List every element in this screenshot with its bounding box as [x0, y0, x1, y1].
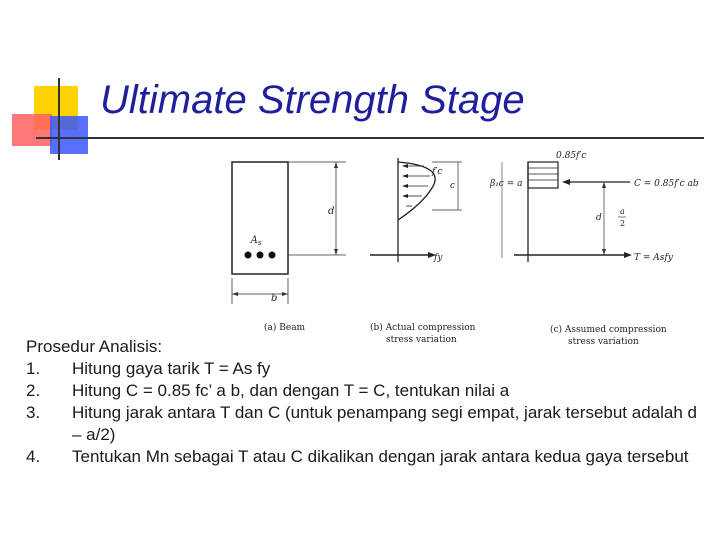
procedure-step	[26, 402, 706, 446]
a-half-num: a	[620, 207, 625, 216]
step-text: Hitung jarak antara T dan C (untuk penampang segi empat, jarak tersebut adalah d – a/2)	[72, 403, 697, 444]
caption-c-line2: stress variation	[568, 337, 639, 347]
step-text: Tentukan Mn sebagai T atau C dikalikan dengan jarak antara kedua gaya tersebut	[72, 447, 689, 466]
slide-title: Ultimate Strength Stage	[100, 78, 525, 122]
procedure-step	[26, 380, 706, 402]
deco-square-red	[12, 114, 52, 146]
caption-b-line1: (b) Actual compression	[370, 323, 476, 333]
actual-stress-diagram	[370, 158, 462, 263]
beta1c-label: β₁c = a	[490, 179, 523, 189]
step-number: 1.	[26, 359, 41, 378]
svg-text:As	[250, 235, 262, 247]
caption-a: (a) Beam	[264, 323, 306, 333]
assumed-stress-diagram	[489, 151, 699, 263]
compression-top-label: 0.85f′c	[556, 151, 587, 161]
caption-c-line1: (c) Assumed compression	[550, 325, 667, 335]
deco-square-blue	[50, 116, 88, 154]
caption-b-line2: stress variation	[386, 335, 457, 345]
beam-as-sub: s	[257, 239, 262, 247]
beam-stress-diagram	[226, 148, 706, 348]
title-underline	[36, 137, 704, 139]
beam-section	[232, 162, 346, 304]
step-number: 4.	[26, 447, 41, 466]
beam-b-label: b	[271, 293, 278, 304]
c-label: c	[450, 181, 456, 191]
procedure-step	[26, 446, 706, 468]
procedure-heading: Prosedur Analisis:	[26, 337, 163, 356]
d-label: d	[328, 206, 335, 217]
step-text: Hitung C = 0.85 fc’ a b, dan dengan T = C, tentukan nilai a	[72, 381, 510, 400]
fy-label: fy	[434, 253, 443, 263]
t-force-label: T = Asfy	[634, 253, 673, 263]
step-number: 2.	[26, 381, 41, 400]
procedure-list	[26, 336, 706, 468]
step-number: 3.	[26, 403, 41, 422]
a-half-den: 2	[620, 219, 626, 228]
procedure-step	[26, 358, 706, 380]
step-text: Hitung gaya tarik T = As fy	[72, 359, 271, 378]
deco-vertical-line	[58, 78, 60, 160]
c-force-label: C = 0.85f′c ab	[634, 179, 699, 189]
beam-as-label: A	[250, 235, 258, 246]
fc-label: f′c	[432, 167, 443, 177]
d2-label: d	[596, 213, 602, 223]
